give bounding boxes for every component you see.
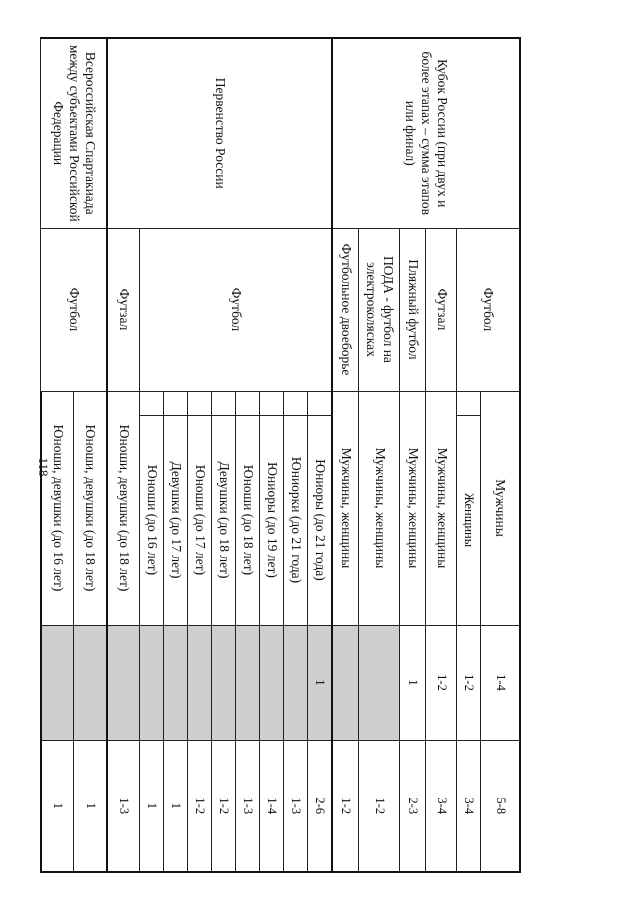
category-cell: Юноши (до 17 лет) [188,415,212,625]
category-cell: Мужчины, женщины [332,391,359,625]
places-a-cell [140,625,164,740]
places-a-cell: 1 [400,625,426,740]
places-b-cell: 2-6 [308,740,332,872]
places-b-cell: 1-3 [236,740,260,872]
category-cell: Юниоры (до 21 года) [308,415,332,625]
places-b-cell: 1-2 [359,740,400,872]
category-cell: Юноши, девушки (до 18 лет) [74,391,107,625]
discipline-powerchair-football: ПОДА - футбол на электроколясках [359,228,400,391]
places-b-cell: 3-4 [426,740,457,872]
rotated-table-area [50,37,521,871]
category-cell: Женщины [457,415,481,625]
places-b-cell: 3-4 [457,740,481,872]
places-b-cell: 1-2 [188,740,212,872]
places-b-cell: 1-4 [260,740,284,872]
places-a-cell [188,625,212,740]
category-cell: Юноши (до 16 лет) [140,415,164,625]
places-b-cell: 1-3 [107,740,140,872]
places-b-cell: 1 [140,740,164,872]
places-a-cell [107,625,140,740]
places-a-cell [260,625,284,740]
category-cell: Девушки (до 17 лет) [164,415,188,625]
discipline-beach-football: Пляжный футбол [400,228,426,391]
page-number: 118 [36,457,51,477]
places-a-cell [164,625,188,740]
category-cell: Мужчины, женщины [359,391,400,625]
category-cell: Девушки (до 18 лет) [212,415,236,625]
category-cell: Юниоры (до 19 лет) [260,415,284,625]
sports-ranking-table [40,37,521,873]
category-cell: Мужчины [481,391,520,625]
category-cell: Юноши, девушки (до 16 лет) [41,391,74,625]
discipline-football-biathlon: Футбольное двоеборье [332,228,359,391]
category-cell: Юниорки (до 21 года) [284,415,308,625]
category-cell: Мужчины, женщины [426,391,457,625]
event-spartakiad: Всероссийская Спартакиада между субъектами Российской Федерации [41,38,107,228]
discipline-football: Футбол [140,228,332,391]
places-a-cell [41,625,74,740]
category-cell: Мужчины, женщины [400,391,426,625]
places-a-cell: 1 [308,625,332,740]
places-b-cell: 1 [41,740,74,872]
places-a-cell [212,625,236,740]
discipline-football: Футбол [457,228,520,391]
event-championship: Первенство России [107,38,332,228]
places-b-cell: 1-3 [284,740,308,872]
event-cup: Кубок России (при двух и более этапах – сумма этапов или финал) [332,38,520,228]
places-a-cell [359,625,400,740]
places-b-cell: 5-8 [481,740,520,872]
places-b-cell: 1-2 [332,740,359,872]
places-a-cell [332,625,359,740]
category-cell: Юноши, девушки (до 18 лет) [107,391,140,625]
places-b-cell: 1 [164,740,188,872]
places-a-cell [284,625,308,740]
places-b-cell: 1 [74,740,107,872]
category-cell: Юноши (до 18 лет) [236,415,260,625]
discipline-football: Футбол [41,228,107,391]
places-b-cell: 1-2 [212,740,236,872]
places-a-cell: 1-2 [457,625,481,740]
places-a-cell [236,625,260,740]
discipline-futsal: Футзал [107,228,140,391]
places-b-cell: 2-3 [400,740,426,872]
discipline-futsal: Футзал [426,228,457,391]
places-a-cell: 1-4 [481,625,520,740]
places-a-cell: 1-2 [426,625,457,740]
places-a-cell [74,625,107,740]
